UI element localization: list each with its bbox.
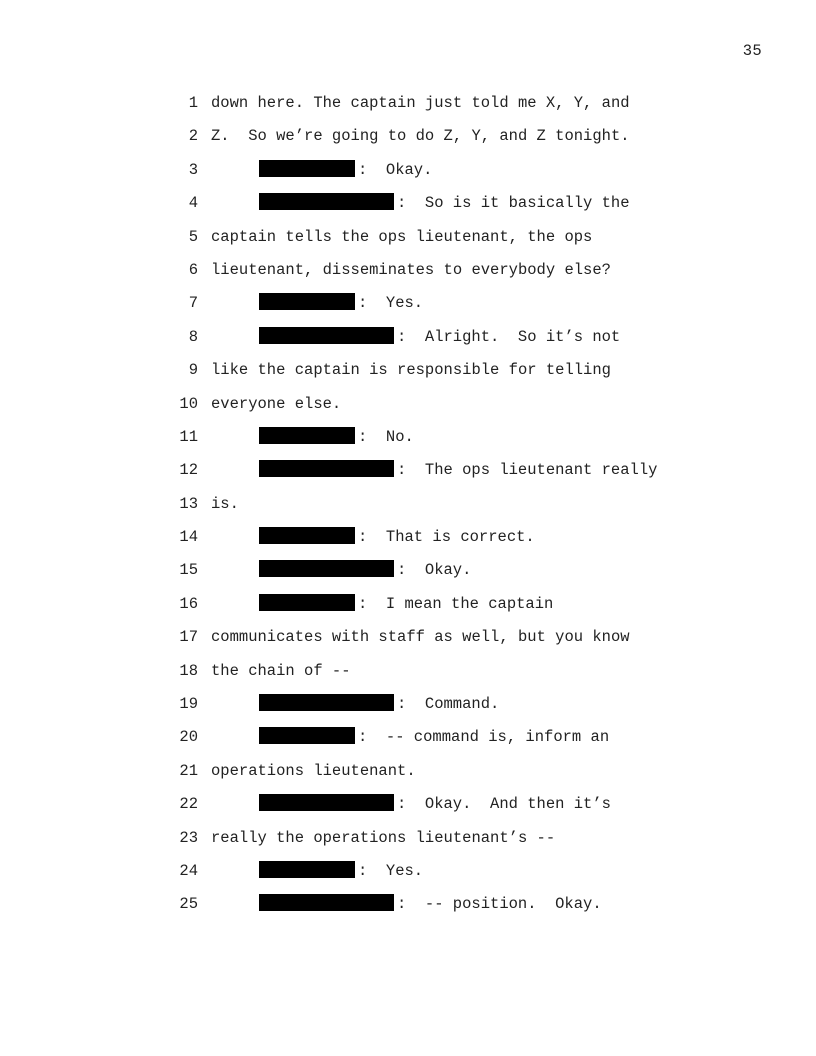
speaker-utterance	[259, 693, 499, 715]
line-number: 18	[179, 661, 198, 680]
line-number: 23	[179, 828, 198, 847]
utterance-text: : Okay.	[397, 561, 472, 580]
line-number: 25	[179, 895, 198, 914]
speaker-utterance	[259, 893, 602, 915]
utterance-text: : -- position. Okay.	[397, 895, 602, 914]
transcript-line	[0, 760, 816, 793]
line-number: 10	[179, 394, 198, 413]
redacted-speaker-name	[259, 327, 394, 344]
speaker-utterance	[259, 593, 553, 615]
line-number: 16	[179, 594, 198, 613]
transcript-line	[0, 526, 816, 559]
utterance-text: : I mean the captain	[358, 594, 554, 613]
utterance-text: : That is correct.	[358, 528, 535, 547]
redacted-speaker-name	[259, 861, 355, 878]
transcript-line	[0, 493, 816, 526]
line-number: 5	[188, 227, 198, 246]
transcript-line	[0, 726, 816, 759]
transcript-line	[0, 326, 816, 359]
utterance-text: : Okay. And then it’s	[397, 795, 611, 814]
transcript-body	[0, 92, 816, 927]
line-number: 20	[179, 728, 198, 747]
line-text: operations lieutenant.	[211, 761, 416, 780]
redacted-speaker-name	[259, 894, 394, 911]
utterance-text: : Okay.	[358, 160, 433, 179]
speaker-utterance	[259, 526, 535, 548]
utterance-text: : Command.	[397, 695, 500, 714]
line-text: Z. So we’re going to do Z, Y, and Z tonight.	[211, 127, 630, 146]
speaker-utterance	[259, 292, 423, 314]
speaker-utterance	[259, 326, 620, 348]
redacted-speaker-name	[259, 794, 394, 811]
line-number: 2	[188, 127, 198, 146]
line-number: 3	[188, 160, 198, 179]
redacted-speaker-name	[259, 460, 394, 477]
redacted-speaker-name	[259, 694, 394, 711]
line-number: 12	[179, 461, 198, 480]
transcript-line	[0, 459, 816, 492]
speaker-utterance	[259, 192, 630, 214]
line-text: communicates with staff as well, but you know	[211, 628, 630, 647]
transcript-line	[0, 226, 816, 259]
transcript-line	[0, 359, 816, 392]
speaker-utterance	[259, 860, 423, 882]
line-text: really the operations lieutenant’s --	[211, 828, 556, 847]
utterance-text: : Yes.	[358, 861, 424, 880]
transcript-line	[0, 626, 816, 659]
transcript-line	[0, 192, 816, 225]
line-number: 8	[188, 327, 198, 346]
redacted-speaker-name	[259, 427, 355, 444]
utterance-text: : Alright. So it’s not	[397, 327, 621, 346]
transcript-line	[0, 159, 816, 192]
line-number: 13	[179, 494, 198, 513]
utterance-text: : No.	[358, 427, 414, 446]
line-text: down here. The captain just told me X, Y, and	[211, 94, 630, 112]
redacted-speaker-name	[259, 727, 355, 744]
transcript-line	[0, 693, 816, 726]
transcript-line	[0, 593, 816, 626]
utterance-text: : Yes.	[358, 294, 424, 313]
transcript-line	[0, 292, 816, 325]
transcript-line	[0, 259, 816, 292]
transcript-line	[0, 92, 816, 125]
redacted-speaker-name	[259, 594, 355, 611]
transcript-line	[0, 827, 816, 860]
line-number: 15	[179, 561, 198, 580]
speaker-utterance	[259, 459, 657, 481]
transcript-line	[0, 125, 816, 158]
line-number: 21	[179, 761, 198, 780]
line-number: 17	[179, 628, 198, 647]
transcript-line	[0, 660, 816, 693]
redacted-speaker-name	[259, 527, 355, 544]
transcript-line	[0, 793, 816, 826]
transcript-line	[0, 393, 816, 426]
line-number: 7	[188, 294, 198, 313]
speaker-utterance	[259, 426, 414, 448]
line-text: like the captain is responsible for telling	[211, 361, 611, 380]
line-text: lieutenant, disseminates to everybody else?	[211, 260, 611, 279]
line-number: 4	[188, 194, 198, 213]
speaker-utterance	[259, 159, 432, 181]
line-text: captain tells the ops lieutenant, the ops	[211, 227, 593, 246]
line-number: 24	[179, 861, 198, 880]
line-number: 9	[188, 361, 198, 380]
line-number: 22	[179, 795, 198, 814]
redacted-speaker-name	[259, 160, 355, 177]
utterance-text: : -- command is, inform an	[358, 728, 610, 747]
utterance-text: : The ops lieutenant really	[397, 461, 658, 480]
speaker-utterance	[259, 559, 471, 581]
redacted-speaker-name	[259, 293, 355, 310]
redacted-speaker-name	[259, 560, 394, 577]
line-text: everyone else.	[211, 394, 342, 413]
line-number: 6	[188, 260, 198, 279]
line-number: 1	[188, 94, 198, 112]
transcript-line	[0, 860, 816, 893]
line-text: the chain of --	[211, 661, 351, 680]
line-text: is.	[211, 494, 239, 513]
line-number: 14	[179, 528, 198, 547]
page-number: 35	[742, 42, 762, 60]
utterance-text: : So is it basically the	[397, 194, 630, 213]
transcript-line	[0, 893, 816, 926]
line-number: 11	[179, 427, 198, 446]
line-number: 19	[179, 695, 198, 714]
transcript-line	[0, 559, 816, 592]
speaker-utterance	[259, 726, 609, 748]
speaker-utterance	[259, 793, 611, 815]
transcript-line	[0, 426, 816, 459]
redacted-speaker-name	[259, 193, 394, 210]
